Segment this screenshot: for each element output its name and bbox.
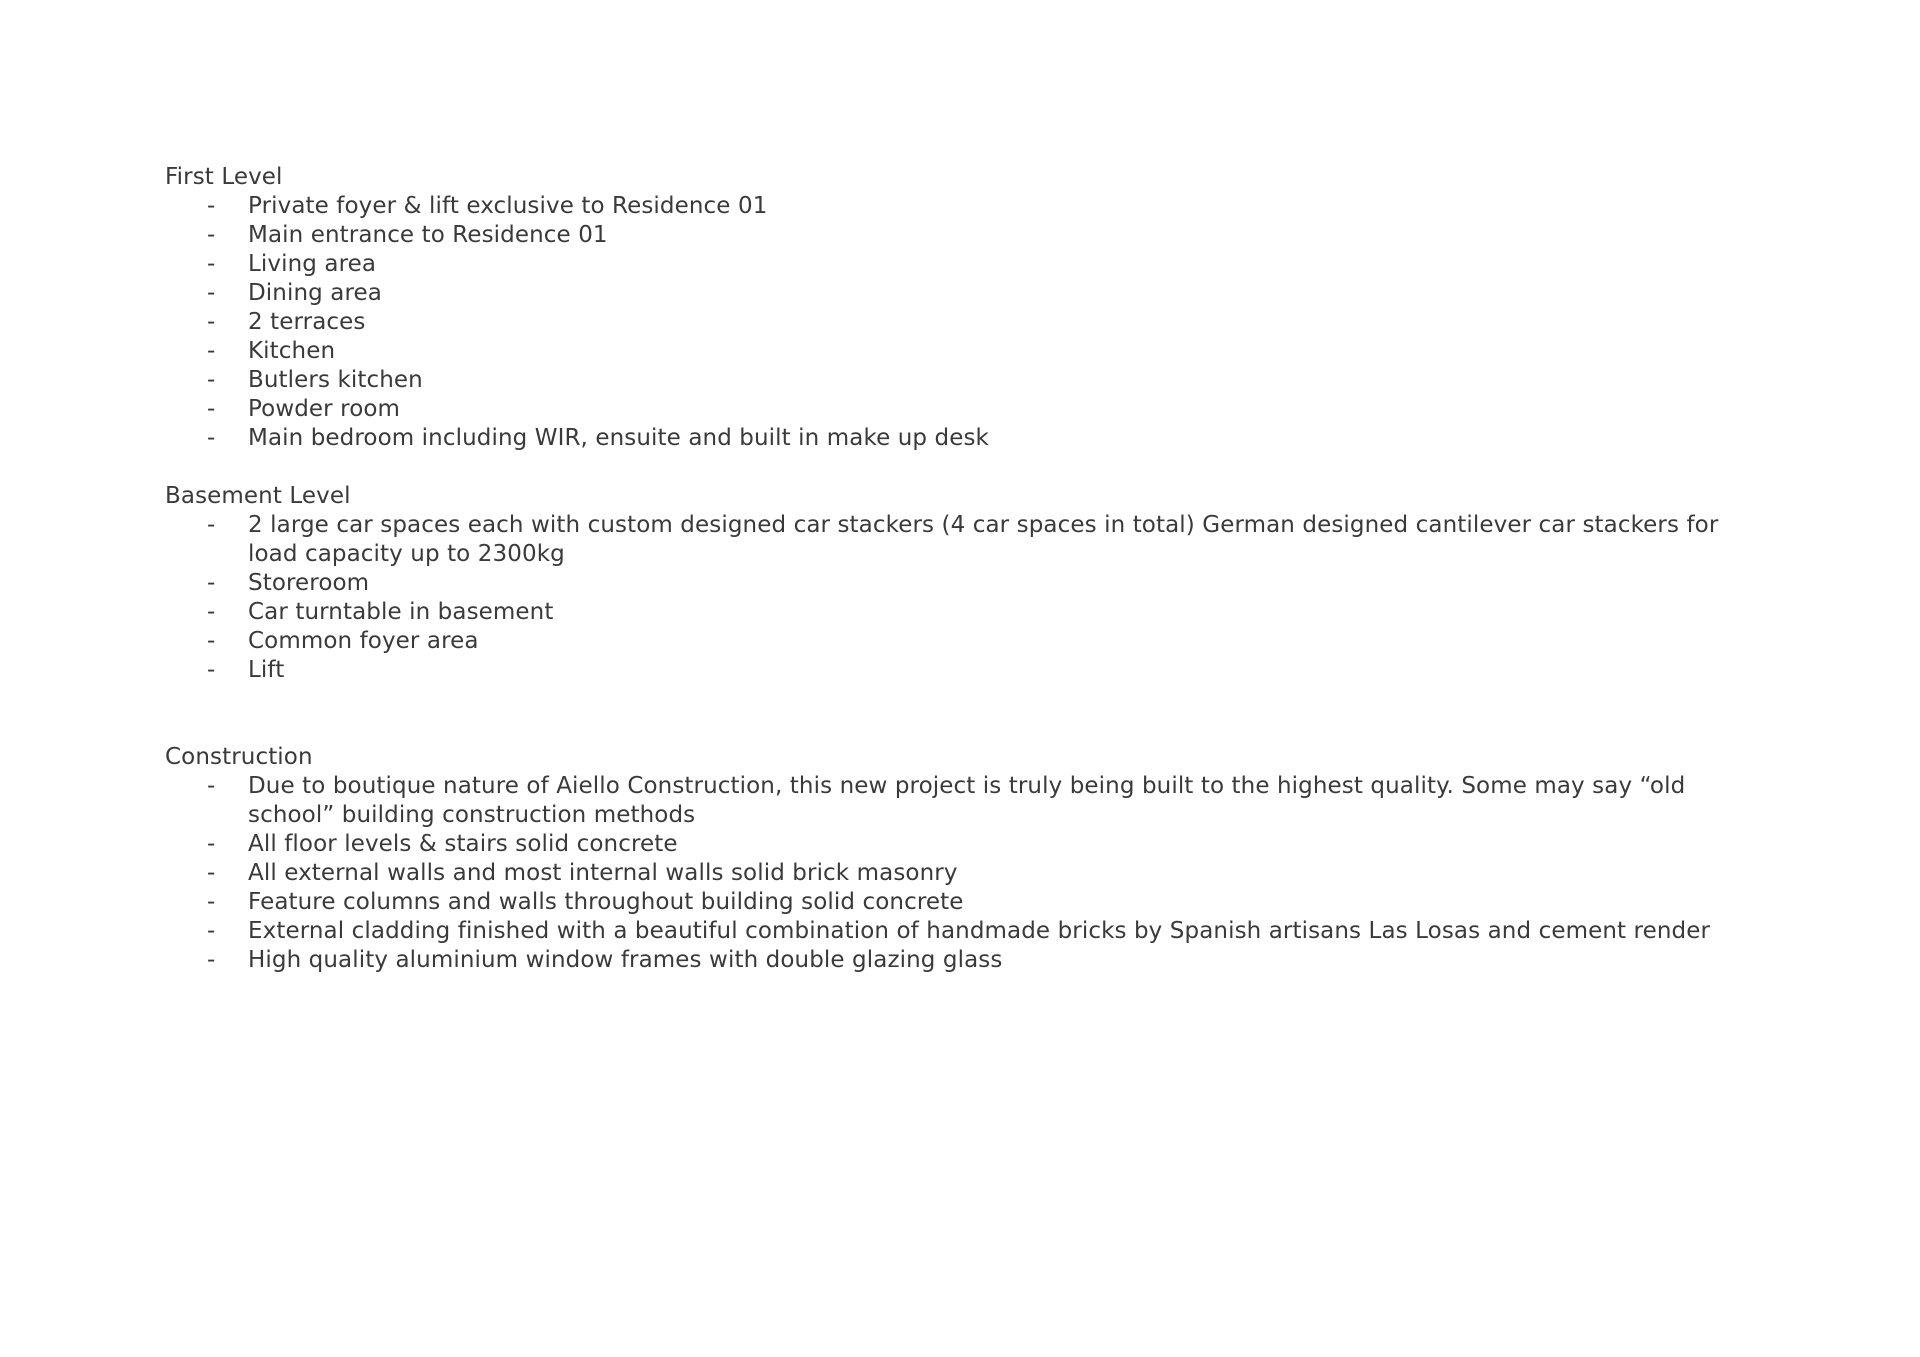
list-item [165, 917, 1765, 946]
list-item [165, 946, 1765, 975]
item-text: Living area [248, 251, 377, 277]
section-first-level [165, 163, 1765, 453]
item-text: Common foyer area [248, 628, 479, 654]
list-item [165, 627, 1765, 656]
section-heading: Construction [165, 744, 313, 770]
list-item [165, 221, 1765, 250]
dash-bullet: - [207, 338, 216, 364]
dash-bullet: - [207, 193, 216, 219]
list-item [165, 308, 1765, 337]
list-item [165, 772, 1765, 830]
item-text: Dining area [248, 280, 382, 306]
list-item [165, 859, 1765, 888]
item-text: Lift [248, 657, 285, 683]
list-item [165, 337, 1765, 366]
dash-bullet: - [207, 947, 216, 973]
dash-bullet: - [207, 425, 216, 451]
item-text: Due to boutique nature of Aiello Construction, this new project is truly being built to the highest quality. Some may say “old school” building construction methods [248, 773, 1686, 828]
item-text: Main entrance to Residence 01 [248, 222, 608, 248]
item-text: Car turntable in basement [248, 599, 554, 625]
list-item [165, 192, 1765, 221]
item-text: Main bedroom including WIR, ensuite and built in make up desk [248, 425, 989, 451]
dash-bullet: - [207, 889, 216, 915]
item-text: Storeroom [248, 570, 370, 596]
list-item [165, 250, 1765, 279]
dash-bullet: - [207, 628, 216, 654]
dash-bullet: - [207, 251, 216, 277]
list-item [165, 888, 1765, 917]
item-text: Feature columns and walls throughout building solid concrete [248, 889, 964, 915]
list-item [165, 279, 1765, 308]
item-text: All floor levels & stairs solid concrete [248, 831, 678, 857]
document-page [165, 163, 1765, 975]
section-basement-level [165, 482, 1765, 685]
item-text: Kitchen [248, 338, 336, 364]
section-heading: Basement Level [165, 483, 351, 509]
section-spacer [165, 685, 1765, 743]
list-item [165, 569, 1765, 598]
list-item [165, 830, 1765, 859]
item-text: 2 terraces [248, 309, 366, 335]
item-list [165, 511, 1765, 685]
dash-bullet: - [207, 512, 216, 538]
item-text: External cladding finished with a beautiful combination of handmade bricks by Spanish artisans Las Losas and cement render [248, 918, 1711, 944]
list-item [165, 366, 1765, 395]
dash-bullet: - [207, 599, 216, 625]
section-heading: First Level [165, 164, 283, 190]
item-list [165, 772, 1765, 975]
dash-bullet: - [207, 396, 216, 422]
list-item [165, 424, 1765, 453]
list-item [165, 395, 1765, 424]
item-text: Powder room [248, 396, 401, 422]
list-item [165, 511, 1765, 569]
dash-bullet: - [207, 222, 216, 248]
list-item [165, 598, 1765, 627]
dash-bullet: - [207, 918, 216, 944]
item-list [165, 192, 1765, 453]
dash-bullet: - [207, 657, 216, 683]
item-text: All external walls and most internal walls solid brick masonry [248, 860, 958, 886]
item-text: High quality aluminium window frames with double glazing glass [248, 947, 1003, 973]
dash-bullet: - [207, 570, 216, 596]
item-text: 2 large car spaces each with custom designed car stackers (4 car spaces in total) German designed cantilever car stackers for load capacity up to 2300kg [248, 512, 1719, 567]
dash-bullet: - [207, 280, 216, 306]
dash-bullet: - [207, 367, 216, 393]
item-text: Private foyer & lift exclusive to Residence 01 [248, 193, 768, 219]
section-construction [165, 743, 1765, 975]
item-text: Butlers kitchen [248, 367, 423, 393]
dash-bullet: - [207, 309, 216, 335]
dash-bullet: - [207, 860, 216, 886]
dash-bullet: - [207, 831, 216, 857]
list-item [165, 656, 1765, 685]
dash-bullet: - [207, 773, 216, 799]
section-spacer [165, 453, 1765, 482]
